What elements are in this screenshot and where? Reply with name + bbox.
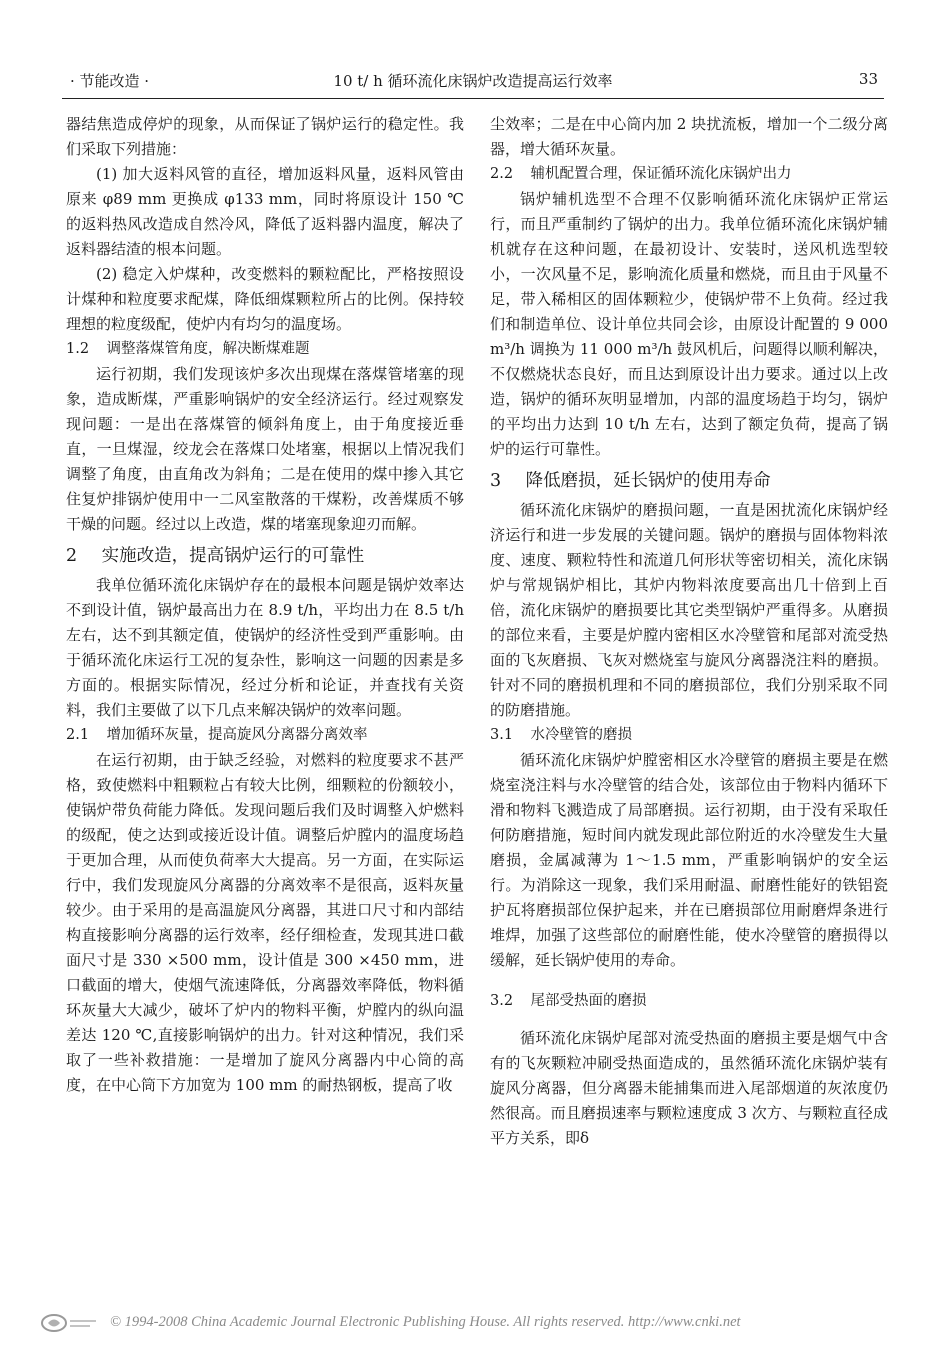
heading-number: 3.2 — [490, 993, 514, 1009]
body-paragraph: 在运行初期，由于缺乏经验，对燃料的粒度要求不甚严格，致使燃料中粗颗粒占有较大比例，细颗粒的份额较小，使锅炉带负荷能力降低。发现问题后我们及时调整入炉燃料的级配，使之达到或接近设计值。调整后炉膛内的温度场趋于更加合理，从而使负荷率大大提高。另一方面，在实际运行中，我们发现旋风分离器的分离效率不是很高，返料灰量较少。由于采用的是高温旋风分离器，其进口尺寸和内部结构直接影响分离器的运行效率，经仔细检查，发现其进口截面尺寸是 330 ×500 mm，设计值是 300 ×450 mm，进口截面的增大，使烟气流速降低，分离器效率降低，物料循环灰量大大减少，破坏了炉内的物料平衡，炉膛内的纵向温差达 120 ℃,直接影响锅炉的出力。针对这种情况，我们采取了一些补救措施：一是增加了旋风分离器内中心筒的高度，在中心筒下方加宽为 100 mm 的耐热钢板，提高了收 — [66, 751, 464, 1094]
subsection-heading — [490, 989, 888, 1014]
body-paragraph: 循环流化床锅炉炉膛密相区水冷壁管的磨损主要是在燃烧室浇注料与水冷壁管的结合处，该部位由于物料内循环下滑和物料飞溅造成了局部磨损。运行初期，由于没有采取任何防磨措施，短时间内就发现此部位附近的水冷壁发生大量磨损，金属减薄为 1～1.5 mm，严重影响锅炉的安全运行。为消除这一现象，我们采用耐温、耐磨性能好的铁铝瓷护瓦将磨损部位保护起来，并在已磨损部位用耐磨焊条进行堆焊，加强了这些部位的耐磨性能，使水冷壁管的磨损得以缓解，延长锅炉使用的寿命。 — [490, 751, 888, 969]
page-number: 33 — [858, 70, 878, 88]
body-paragraph: 运行初期，我们发现该炉多次出现煤在落煤管堵塞的现象，造成断煤，严重影响锅炉的安全经济运行。经过观察发现问题：一是出在落煤管的倾斜角度上，由于角度接近垂直，一旦煤湿，绞龙会在落煤口处堵塞，根据以上情况我们调整了角度，由直角改为斜角；二是在使用的煤中掺入其它住复炉排锅炉使用中一二风室散落的干煤粉，改善煤质不够干燥的问题。经过以上改造，煤的堵塞现象迎刃而解。 — [66, 365, 464, 533]
body-paragraph: 器结焦造成停炉的现象，从而保证了锅炉运行的稳定性。我们采取下列措施： — [66, 115, 464, 158]
copyright-notice: © 1994-2008 China Academic Journal Electronic Publishing House. All rights reserved. http://www.cnki.net — [110, 1314, 741, 1330]
heading-number: 1.2 — [66, 341, 90, 357]
subsection-heading — [490, 723, 888, 748]
heading-text: 尾部受热面的磨损 — [530, 993, 647, 1009]
heading-number: 3.1 — [490, 727, 514, 743]
page-footer — [40, 1310, 920, 1338]
section-heading — [66, 541, 464, 571]
heading-text: 辅机配置合理，保证循环流化床锅炉出力 — [530, 166, 792, 182]
cnki-logo-icon — [40, 1312, 100, 1334]
heading-text: 水冷壁管的磨损 — [530, 727, 632, 743]
page-header — [62, 64, 884, 99]
body-paragraph: (1) 加大返料风管的直径，增加返料风量，返料风管由原来 φ89 mm 更换成 φ133 mm，同时将原设计 150 ℃的返料热风改造成自然冷风，降低了返料器内温度，解决了返料器结渣的根本问题。 — [66, 165, 464, 258]
body-paragraph: 我单位循环流化床锅炉存在的最根本问题是锅炉效率达不到设计值，锅炉最高出力在 8.9 t/h，平均出力在 8.5 t/h 左右，达不到其额定值，使锅炉的经济性受到严重影响。由于循环流化床运行工况的复杂性，影响这一问题的因素是多方面的。根据实际情况，经过分析和论证，并查找有关资料，我们主要做了以下几点来解决锅炉的效率问题。 — [66, 576, 464, 719]
body-paragraph: 循环流化床锅炉的磨损问题，一直是困扰流化床锅炉经济运行和进一步发展的关键问题。锅炉的磨损与固体物料浓度、速度、颗粒特性和流道几何形状等密切相关，流化床锅炉与常规锅炉相比，其炉内物料浓度要高出几十倍到上百倍，流化床锅炉的磨损要比其它类型锅炉严重得多。从磨损的部位来看，主要是炉膛内密相区水冷壁管和尾部对流受热面的飞灰磨损、飞灰对燃烧室与旋风分离器浇注料的磨损。针对不同的磨损机理和不同的磨损部位，我们分别采取不同的防磨措施。 — [490, 501, 888, 719]
heading-number: 2.1 — [66, 727, 90, 743]
article-title: 10 t/ h 循环流化床锅炉改造提高运行效率 — [333, 72, 613, 90]
subsection-heading — [490, 162, 888, 187]
heading-text: 实施改造，提高锅炉运行的可靠性 — [101, 546, 365, 566]
body-paragraph: 尘效率；二是在中心筒内加 2 块扰流板，增加一个二级分离器，增大循环灰量。 — [490, 115, 888, 158]
section-heading — [490, 466, 888, 496]
heading-text: 降低磨损，延长锅炉的使用寿命 — [525, 471, 771, 491]
heading-number: 2.2 — [490, 166, 514, 182]
section-label: · 节能改造 · — [70, 72, 150, 90]
body-paragraph: 循环流化床锅炉尾部对流受热面的磨损主要是烟气中含有的飞灰颗粒冲刷受热面造成的，虽然循环流化床锅炉装有旋风分离器，但分离器未能捕集而进入尾部烟道的灰浓度仍然很高。而且磨损速率与颗粒速度成 3 次方、与颗粒直径成平方关系，即δ — [490, 1029, 888, 1147]
heading-number: 2 — [66, 546, 78, 566]
body-paragraph: 锅炉辅机选型不合理不仅影响循环流化床锅炉正常运行，而且严重制约了锅炉的出力。我单位循环流化床锅炉辅机就存在这种问题，在最初设计、安装时，送风机选型较小，一次风量不足，影响流化质量和燃烧，而且由于风量不足，带入稀相区的固体颗粒少，使锅炉带不上负荷。经过我们和制造单位、设计单位共同会诊，由原设计配置的 9 000 m³/h 调换为 11 000 m³/h 鼓风机后，问题得以顺利解决，不仅燃烧状态良好，而且达到原设计出力要求。通过以上改造，锅炉的循环灰明显增加，内部的温度场趋于均匀，锅炉的平均出力达到 10 t/h 左右，达到了额定负荷，提高了锅炉的运行可靠性。 — [490, 190, 888, 458]
heading-text: 调整落煤管角度，解决断煤难题 — [106, 341, 310, 357]
heading-number: 3 — [490, 471, 502, 491]
right-column — [490, 112, 888, 1151]
subsection-heading — [66, 337, 464, 362]
heading-text: 增加循环灰量，提高旋风分离器分离效率 — [106, 727, 368, 743]
body-paragraph: (2) 稳定入炉煤种，改变燃料的颗粒配比，严格按照设计煤种和粒度要求配煤，降低细煤颗粒所占的比例。保持较理想的粒度级配，使炉内有均匀的温度场。 — [66, 265, 464, 333]
subsection-heading — [66, 723, 464, 748]
left-column — [66, 112, 464, 1098]
